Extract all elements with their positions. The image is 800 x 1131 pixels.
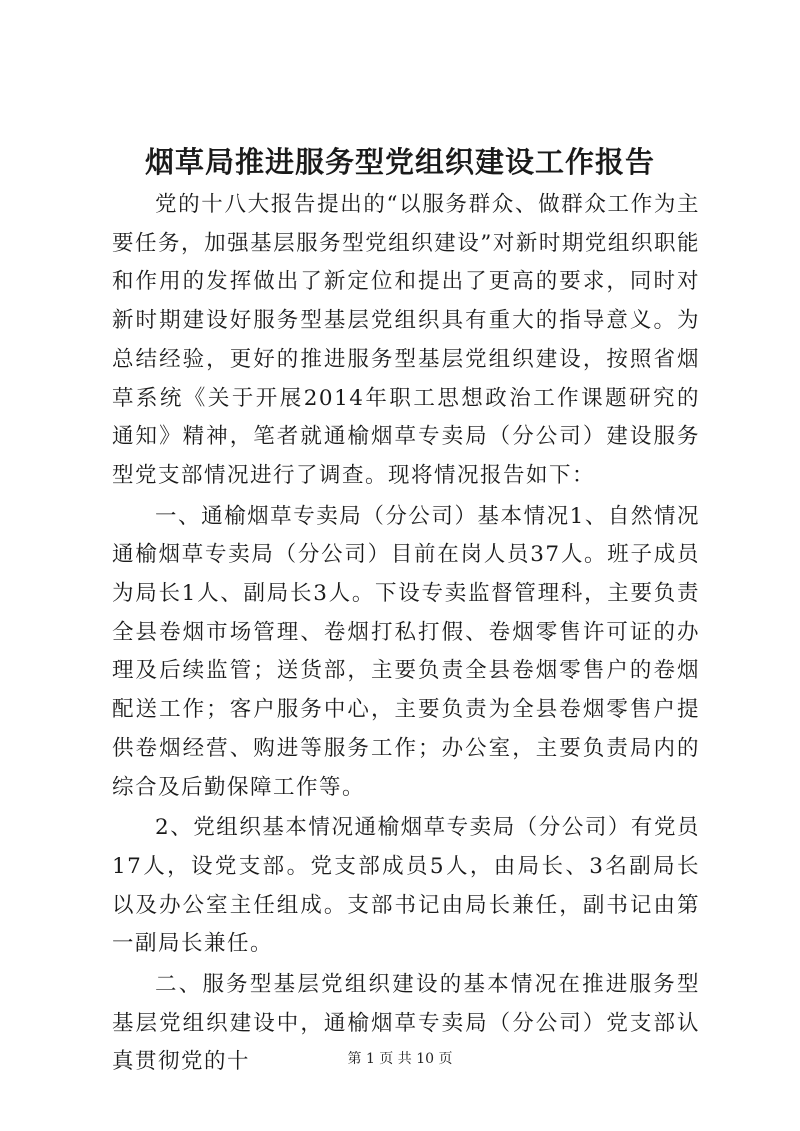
paragraph-construction: 二、服务型基层党组织建设的基本情况在推进服务型基层党组织建设中，通榆烟草专卖局（分公司）党支部认真贯彻党的十 [112,972,700,1075]
paragraph-party-organization: 2、党组织基本情况通榆烟草专卖局（分公司）有党员17人，设党支部。党支部成员5人，由局长、3名副局长以及办公室主任组成。支部书记由局长兼任，副书记由第一副局长兼任。 [112,815,700,957]
paragraph-basic-situation: 一、通榆烟草专卖局（分公司）基本情况1、自然情况通榆烟草专卖局（分公司）目前在岗人员37人。班子成员为局长1人、副局长3人。下设专卖监督管理科，主要负责全县卷烟市场管理、卷烟打私打假、卷烟零售许可证的办理及后续监管；送货部，主要负责全县卷烟零售户的卷烟配送工作；客户服务中心，主要负责为全县卷烟零售户提供卷烟经营、购进等服务工作；办公室，主要负责局内的综合及后勤保障工作等。 [112,503,700,800]
paragraph-intro: 党的十八大报告提出的“以服务群众、做群众工作为主要任务，加强基层服务型党组织建设”对新时期党组织职能和作用的发挥做出了新定位和提出了更高的要求，同时对新时期建设好服务型基层党组织具有重大的指导意义。为总结经验，更好的推进服务型基层党组织建设，按照省烟草系统《关于开展2014年职工思想政治工作课题研究的通知》精神，笔者就通榆烟草专卖局（分公司）建设服务型党支部情况进行了调查。现将情况报告如下： [112,192,700,488]
page-number-footer: 第 1 页 共 10 页 [347,1051,453,1067]
page-title: 烟草局推进服务型党组织建设工作报告 [144,145,655,179]
document-body [112,186,700,1082]
